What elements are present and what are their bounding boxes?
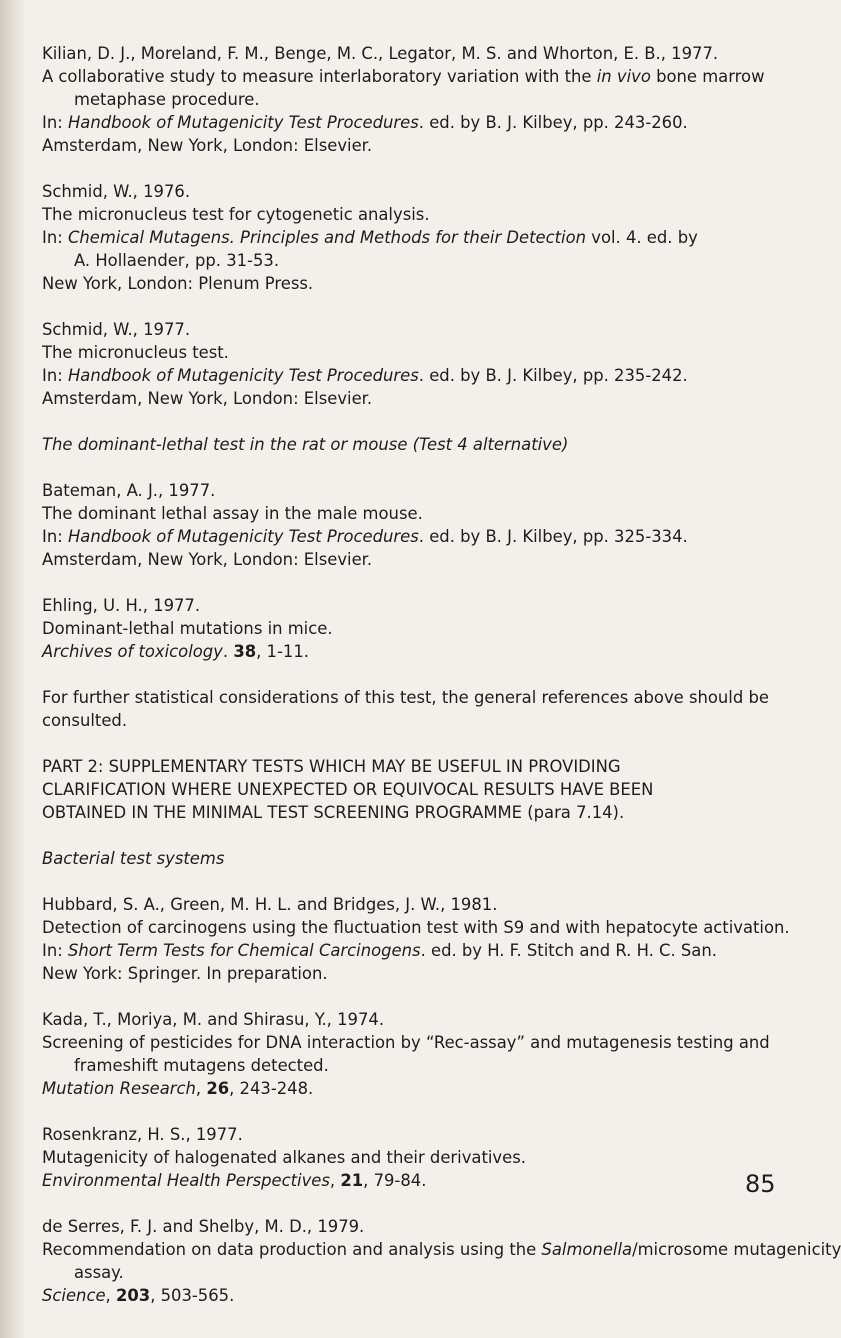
- page-edge-shadow: [0, 0, 26, 1338]
- section-heading-bacterial: Bacterial test systems: [42, 849, 225, 868]
- reference-source: In: Handbook of Mutagenicity Test Procedures. ed. by B. J. Kilbey, pp. 325-334.: [42, 527, 688, 546]
- reference-title: Mutagenicity of halogenated alkanes and their derivatives.: [42, 1148, 526, 1167]
- reference-schmid-1976: [42, 180, 792, 295]
- reference-source: In: Chemical Mutagens. Principles and Methods for their Detection vol. 4. ed. by: [42, 228, 698, 247]
- reference-author: Ehling, U. H., 1977.: [42, 596, 201, 615]
- reference-author: Bateman, A. J., 1977.: [42, 481, 216, 500]
- reference-ehling-1977: [42, 594, 792, 663]
- page-number: 85: [745, 1170, 776, 1198]
- reference-publisher: New York, London: Plenum Press.: [42, 274, 314, 293]
- reference-publisher: Amsterdam, New York, London: Elsevier.: [42, 389, 373, 408]
- reference-source: In: Short Term Tests for Chemical Carcinogens. ed. by H. F. Stitch and R. H. C. San.: [42, 941, 717, 960]
- reference-journal: Environmental Health Perspectives, 21, 79-84.: [42, 1171, 427, 1190]
- part2-heading: PART 2: SUPPLEMENTARY TESTS WHICH MAY BE USEFUL IN PROVIDING CLARIFICATION WHERE UNEXPECTED OR EQUIVOCAL RESULTS HAVE BEEN OBTAINED IN THE MINIMAL TEST SCREENING PROGRAMME (para 7.14).: [42, 757, 654, 822]
- reference-kilian-1977: [42, 42, 792, 157]
- reference-title-continued: assay.: [74, 1263, 124, 1282]
- reference-title: Screening of pesticides for DNA interaction by “Rec-assay” and mutagenesis testing and: [42, 1033, 770, 1052]
- reference-title-continued: frameshift mutagens detected.: [74, 1056, 329, 1075]
- reference-journal: Archives of toxicology. 38, 1-11.: [42, 642, 309, 661]
- reference-author: Kilian, D. J., Moreland, F. M., Benge, M. C., Legator, M. S. and Whorton, E. B., 1977.: [42, 44, 719, 63]
- reference-author: Schmid, W., 1976.: [42, 182, 191, 201]
- reference-source: In: Handbook of Mutagenicity Test Procedures. ed. by B. J. Kilbey, pp. 235-242.: [42, 366, 688, 385]
- reference-schmid-1977: [42, 318, 792, 410]
- reference-title: Detection of carcinogens using the fluctuation test with S9 and with hepatocyte activation.: [42, 918, 790, 937]
- reference-publisher: Amsterdam, New York, London: Elsevier.: [42, 136, 373, 155]
- reference-source-continued: A. Hollaender, pp. 31-53.: [74, 251, 280, 270]
- reference-hubbard-1981: [42, 893, 792, 985]
- reference-title-continued: metaphase procedure.: [74, 90, 260, 109]
- reference-source: In: Handbook of Mutagenicity Test Procedures. ed. by B. J. Kilbey, pp. 243-260.: [42, 113, 688, 132]
- reference-author: Schmid, W., 1977.: [42, 320, 191, 339]
- reference-author: Kada, T., Moriya, M. and Shirasu, Y., 1974.: [42, 1010, 385, 1029]
- further-considerations-note: For further statistical considerations of this test, the general references above should be consulted.: [42, 688, 769, 730]
- reference-title: Dominant-lethal mutations in mice.: [42, 619, 333, 638]
- reference-bateman-1977: [42, 479, 792, 571]
- reference-journal: Mutation Research, 26, 243-248.: [42, 1079, 314, 1098]
- reference-publisher: New York: Springer. In preparation.: [42, 964, 328, 983]
- reference-title: A collaborative study to measure interlaboratory variation with the in vivo bone marrow: [42, 67, 765, 86]
- reference-publisher: Amsterdam, New York, London: Elsevier.: [42, 550, 373, 569]
- reference-rosenkranz-1977: [42, 1123, 792, 1192]
- reference-author: Rosenkranz, H. S., 1977.: [42, 1125, 243, 1144]
- reference-title: Recommendation on data production and analysis using the Salmonella/microsome mutagenicity: [42, 1240, 841, 1259]
- reference-kada-1974: [42, 1008, 792, 1100]
- reference-page: [42, 42, 841, 1330]
- reference-journal: Science, 203, 503-565.: [42, 1286, 235, 1305]
- reference-author: de Serres, F. J. and Shelby, M. D., 1979.: [42, 1217, 365, 1236]
- reference-author: Hubbard, S. A., Green, M. H. L. and Bridges, J. W., 1981.: [42, 895, 498, 914]
- section-heading-dominant-lethal: The dominant-lethal test in the rat or mouse (Test 4 alternative): [42, 435, 569, 454]
- reference-title: The micronucleus test.: [42, 343, 229, 362]
- reference-title: The micronucleus test for cytogenetic analysis.: [42, 205, 430, 224]
- reference-de-serres-1979: [42, 1215, 841, 1307]
- reference-title: The dominant lethal assay in the male mouse.: [42, 504, 423, 523]
